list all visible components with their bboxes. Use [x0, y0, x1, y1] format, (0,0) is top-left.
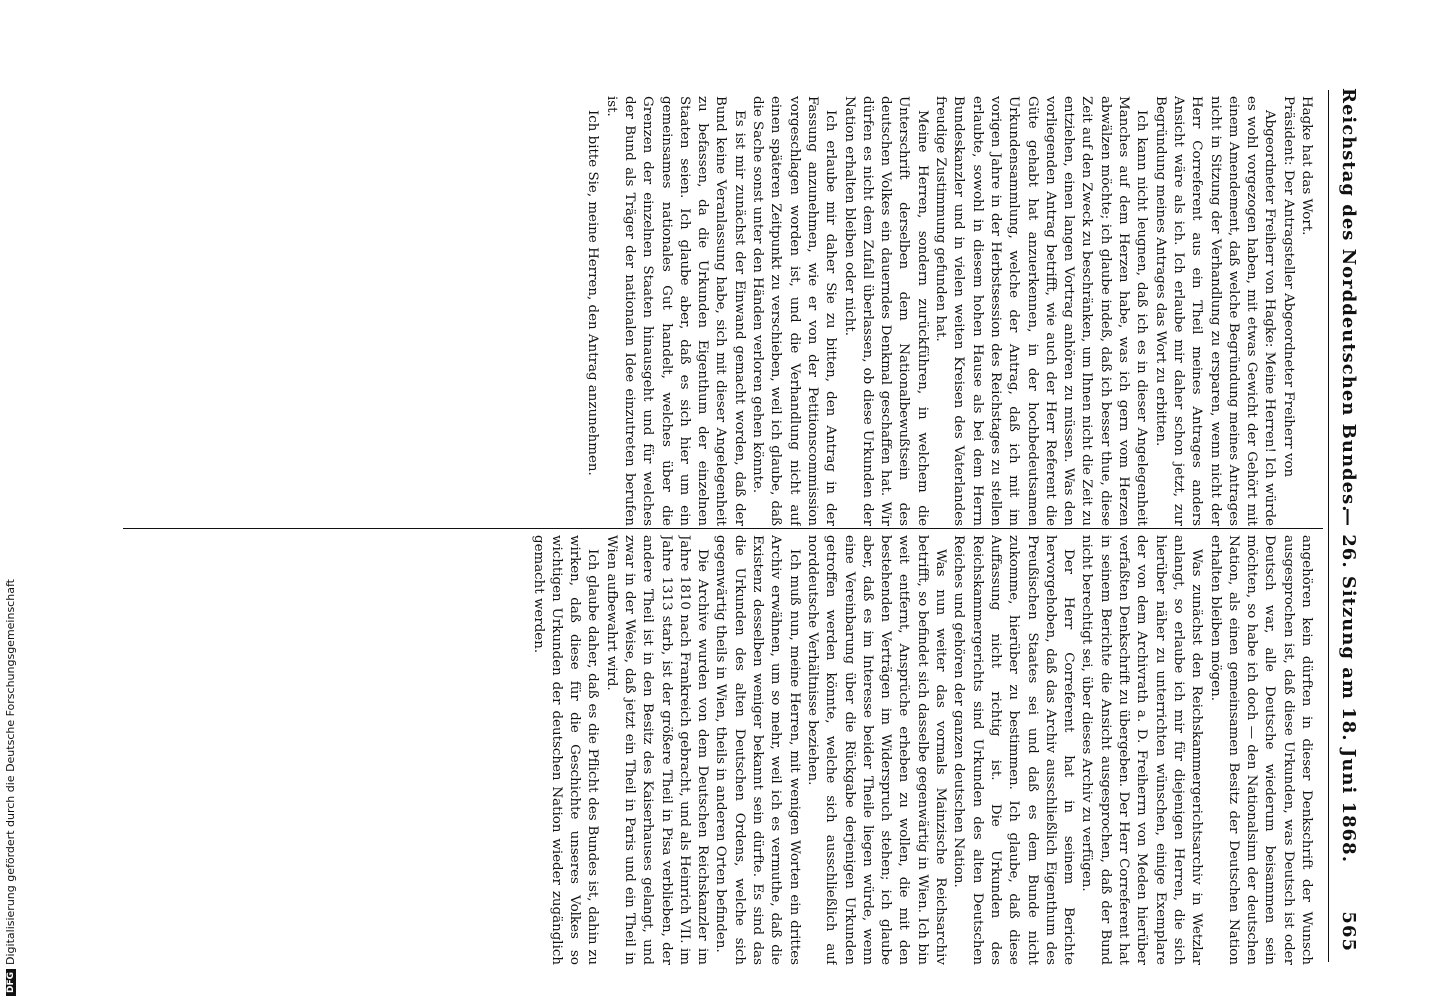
paragraph: Präsident: Der Antragsteller Abgeordneter Freiherr von [1280, 96, 1296, 478]
rotated-newspaper-page [21, 20, 1411, 980]
paragraph: angehören kein dürften in dieser Denkschrift der Wunsch ausgesprochen ist, daß diese Urkunden, was Deutsch ist oder Deutsch war, alle Deutsche wiederum beisammen sein möchten, so habe ich doch — den Nationalsinn der deutschen Nation, als einen gemeinsamen Besitz der Deutschen Nation erhalten bleiben mögen. [1207, 535, 1314, 965]
header-session: — 26. Sitzung am 18. Juni 1868. [1338, 508, 1359, 863]
paragraph: Hagke hat das Wort. [1299, 96, 1314, 236]
dfg-logo: DFG [6, 969, 16, 996]
digitization-note-text: Digitalisierung gefördert durch die Deutsche Forschungsgemeinschaft [4, 579, 17, 965]
header-rule [1328, 90, 1329, 962]
right-column [115, 535, 1315, 965]
paragraph: Abgeordneter Freiherr von Hagke: Meine Herren! Ich würde es wohl vorgezogen haben, mit etwas Gewicht der Gehört mit einem Amendement, daß welche Begründung meines Antrages nicht in Sitzung der Verhandlung zu ersparen, wenn nicht der Herr Correferent aus ein Theil meines Antrages anders Ansicht wäre als ich. Ich erlaube mir daher schon jetzt, zur Begründung meines Antrages das Wort zu erbitten. [1152, 96, 1278, 526]
page-number: 565 [1338, 911, 1359, 952]
paragraph: Ich kann nicht leugnen, daß ich es in dieser Angelegenheit Manches auf dem Herzen habe, was ich gern vom Herzen abwälzen möchte; ich glaube indeß, daß ich besser thue, diese Zeit auf den Zweck zu beschränken, um Ihnen nicht die Zeit zu entziehen, einen langen Vortrag anhören zu müssen. Was den vorliegenden Antrag betrifft, wie auch der Herr Referent die Güte gehabt hat anzuerkennen, in der hochbedeutsamen Urkundensammlung, welche der Antrag, daß ich mit im vorigen Jahre in der Herbstsession des Reichstages zu stellen erlaubte, sowohl in diesem hohen Hause als bei dem Herrn Bundeskanzler und in vielen weiten Kreisen des Vaterlandes freudige Zustimmung gefunden hat. [933, 96, 1150, 526]
column-divider [123, 528, 1323, 529]
paragraph: Es ist mir zunächst der Einwand gemacht worden, daß der Bund keine Veranlassung habe, sich mit dieser Angelegenheit zu befassen, da die Urkunden Eigenthum der einzelnen Staaten seien. Ich glaube aber, daß es sich hier um ein gemeinsames nationales Gut handelt, welches über die Grenzen der einzelnen Staaten hinausgeht und für welches der Bund als Träger der nationalen Idee einzutreten berufen ist. [603, 96, 747, 526]
left-column [135, 96, 1315, 526]
paragraph: Ich glaube daher, daß es die Pflicht des Bundes ist, dahin zu wirken, daß diese für die Geschichte unseres Volkes so wichtigen Urkunden der deutschen Nation wieder zugänglich gemacht werden. [530, 535, 601, 965]
paragraph: Die Archive wurden von dem Deutschen Reichskanzler im Jahre 1810 nach Frankreich gebracht, und als Heinrich VII. im Jahre 1313 starb, ist der größere Theil in Pisa verblieben, der andere Theil ist in den Besitz des Kaiserhauses gelangt, und zwar in der Weise, daß jetzt ein Theil in Paris und ein Theil in Wien aufbewahrt wird. [603, 535, 711, 965]
paragraph: Was nun weiter das vormals Mainzische Reichsarchiv betrifft, so befindet sich dasselbe gegenwärtig in Wien. Ich bin weit entfernt, Ansprüche erheben zu wollen, die mit den bestehenden Verträgen im Widerspruch stehen; ich glaube aber, daß es im Interesse beider Theile liegen würde, wenn eine Vereinbarung über die Rückgabe derjenigen Urkunden getroffen werden könnte, welche sich ausschließlich auf norddeutsche Verhältnisse beziehen. [804, 535, 949, 965]
page-header [1333, 38, 1359, 962]
paragraph: Ich erlaube mir daher Sie zu bitten, den Antrag in der Fassung anzunehmen, wie er von der Petitionscommission vorgeschlagen worden ist, und die Verhandlung nicht auf einen späteren Zeitpunkt zu verschieben, weil ich glaube, daß die Sache sonst unter den Händen verloren gehen könnte. [750, 96, 839, 526]
digitization-note [4, 579, 17, 996]
paragraph: Was zunächst den Reichskammergerichtsarchiv in Wetzlar anlangt, so erlaube ich mir für diejenigen Herren, die sich hierüber näher zu unterrichten wünschen, einige Exemplare der von dem Archivrath a. D. Freiherrn von Meden hierüber verfaßten Denkschrift zu übergeben. Der Herr Correferent hat in seinem Berichte die Ansicht ausgesprochen, daß der Bund nicht berechtigt sei, über dieses Archiv zu verfügen. [1079, 535, 1205, 965]
header-title: Reichstag des Norddeutschen Bundes. [1338, 88, 1359, 513]
paragraph: Ich bitte Sie, meine Herren, den Antrag anzunehmen. [585, 110, 601, 476]
paragraph: Meine Herren, sondern zurückführen, in welchem die Unterschrift derselben dem Nationalbewußtsein des deutschen Volkes ein dauerndes Denkmal geschaffen hat. Wir dürfen es nicht dem Zufall überlassen, ob diese Urkunden der Nation erhalten bleiben oder nicht. [841, 96, 930, 526]
paragraph: Ich muß nun, meine Herren, mit wenigen Worten ein drittes Archiv erwähnen, um so mehr, weil ich es vermuthe, daß die Existenz desselben weniger bekannt sein dürfte. Es sind das die Urkunden des alten Deutschen Ordens, welche sich gegenwärtig theils in Wien, theils in anderen Orten befinden. [713, 535, 802, 965]
paragraph: Der Herr Correferent hat in seinem Berichte hervorgehoben, daß das Archiv ausschließlich Eigenthum des Preußischen Staates sei und daß es dem Bunde nicht zukomme, hierüber zu bestimmen. Ich glaube, daß diese Auffassung nicht richtig ist. Die Urkunden des Reichskammergerichts sind Urkunden des alten Deutschen Reiches und gehören der ganzen deutschen Nation. [951, 535, 1077, 965]
